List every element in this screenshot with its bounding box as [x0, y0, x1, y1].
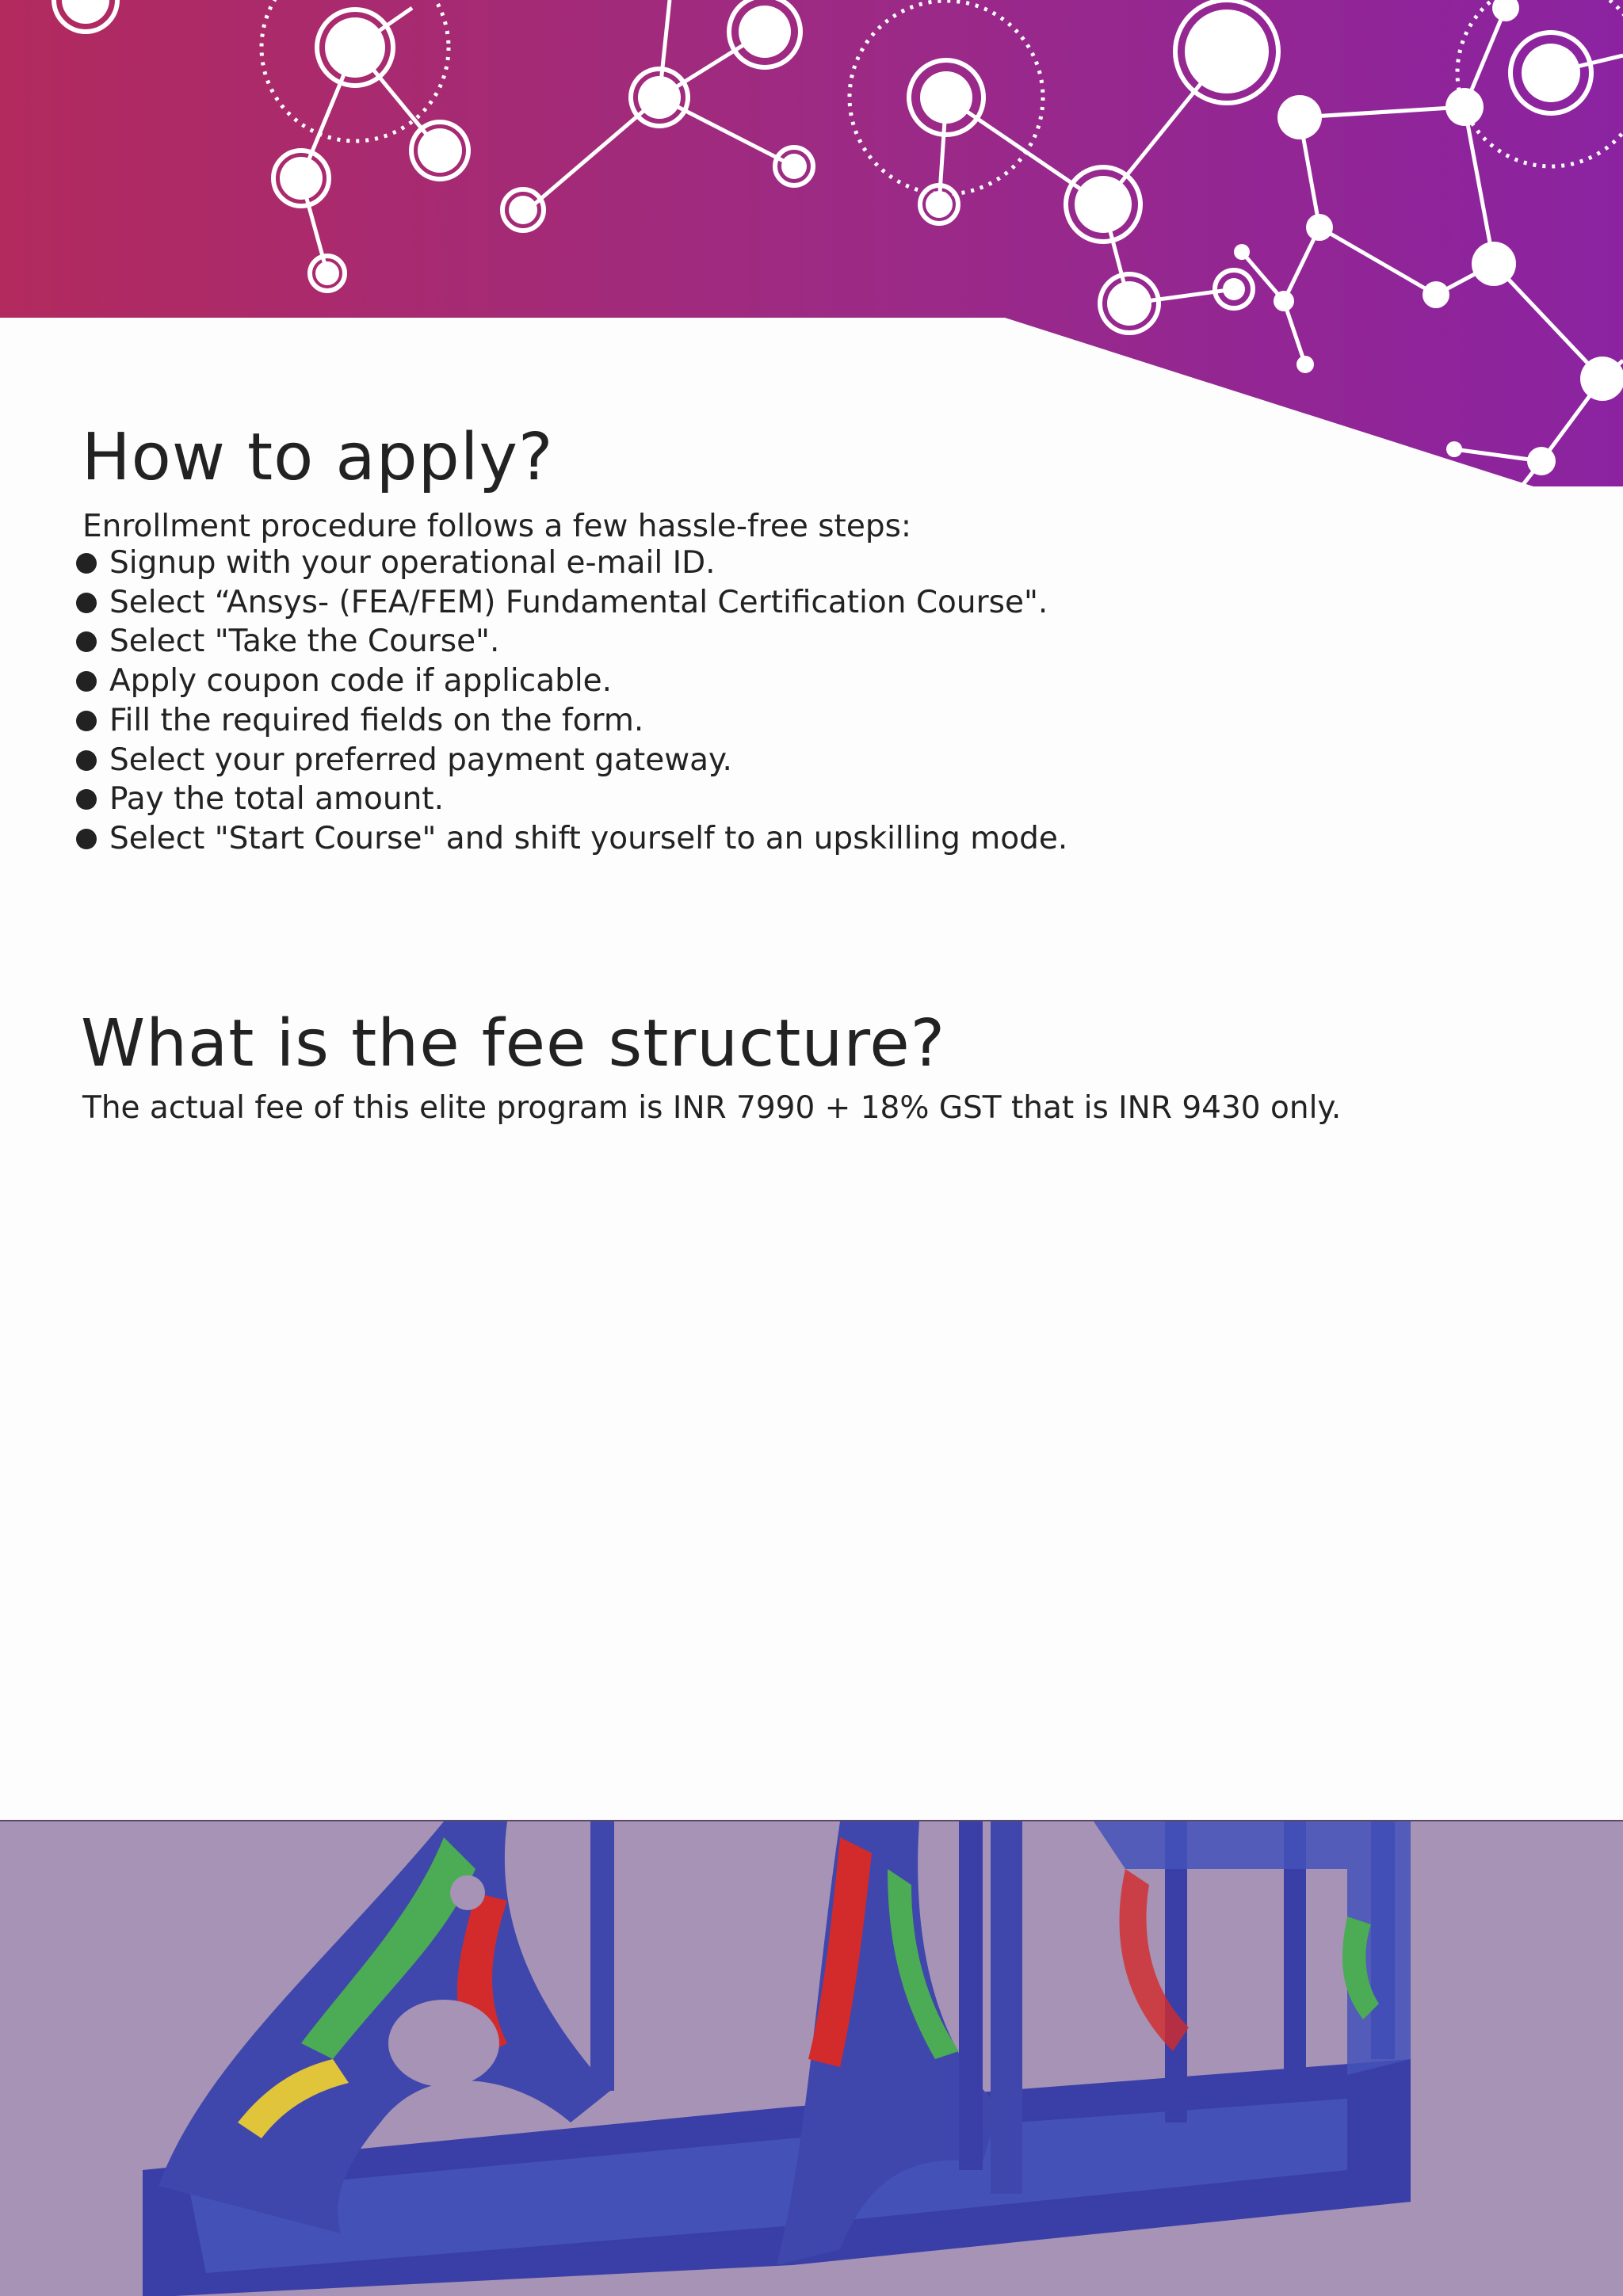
step-text: Select your preferred payment gateway.	[109, 742, 732, 778]
enrollment-intro: Enrollment procedure follows a few hassle-free steps:	[82, 509, 912, 544]
step-text: Pay the total amount.	[109, 781, 444, 818]
bullet-dot-icon	[76, 750, 97, 771]
step-text: Apply coupon code if applicable.	[109, 663, 613, 700]
list-item	[76, 701, 1067, 741]
list-item	[76, 622, 1067, 662]
step-text: Select "Start Course" and shift yourself to an upskilling mode.	[109, 820, 1068, 856]
list-item	[76, 662, 1067, 701]
fea-chassis-image	[0, 1820, 1623, 2296]
list-item	[76, 819, 1067, 859]
bullet-dot-icon	[76, 631, 97, 652]
bullet-dot-icon	[76, 789, 97, 810]
list-item	[76, 583, 1067, 623]
list-item	[76, 741, 1067, 780]
bullet-dot-icon	[76, 593, 97, 613]
bullet-dot-icon	[76, 829, 97, 849]
bullet-dot-icon	[76, 553, 97, 574]
step-text: Select “Ansys- (FEA/FEM) Fundamental Certification Course".	[109, 584, 1048, 620]
step-text: Signup with your operational e-mail ID.	[109, 545, 716, 581]
how-to-apply-heading: How to apply?	[82, 420, 554, 495]
fea-chassis-stress-icon	[0, 1821, 1623, 2296]
step-text: Fill the required fields on the form.	[109, 702, 644, 738]
list-item	[76, 780, 1067, 819]
fee-description: The actual fee of this elite program is INR 7990 + 18% GST that is INR 9430 only.	[82, 1090, 1342, 1126]
bullet-dot-icon	[76, 711, 97, 731]
bullet-dot-icon	[76, 671, 97, 692]
list-item	[76, 543, 1067, 583]
step-text: Select "Take the Course".	[109, 624, 500, 660]
fee-structure-heading: What is the fee structure?	[81, 1006, 946, 1081]
enrollment-steps-list	[76, 543, 1067, 859]
